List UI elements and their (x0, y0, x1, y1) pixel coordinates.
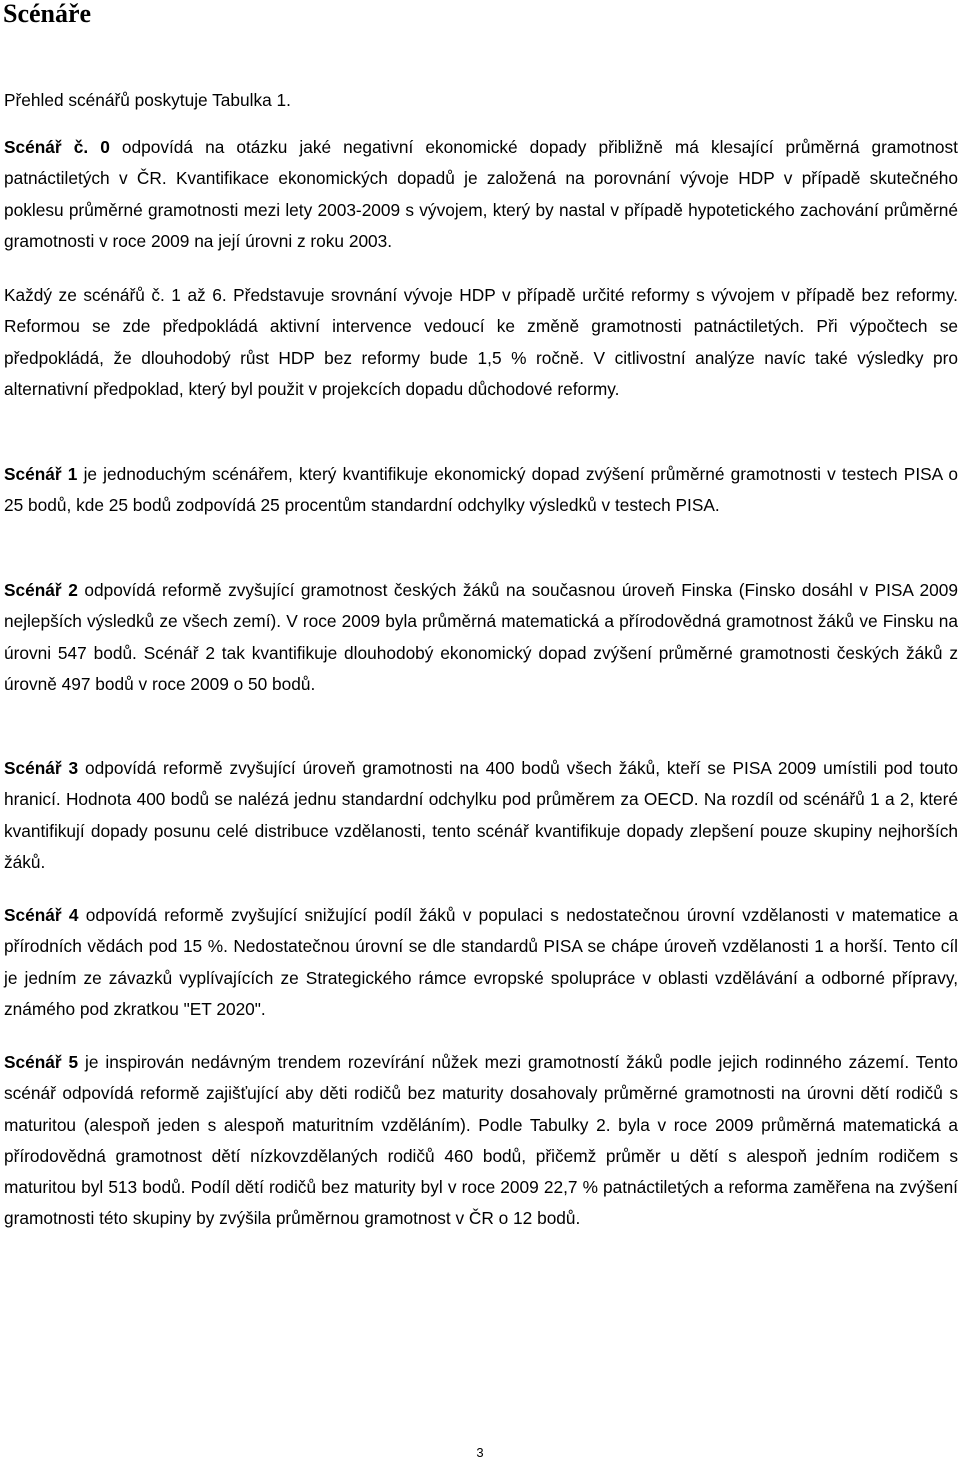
page-title: Scénáře (3, 0, 92, 28)
scenario-5-label: Scénář 5 (4, 1052, 79, 1072)
scenario-1-label: Scénář 1 (4, 464, 78, 484)
intro-paragraph: Přehled scénářů poskytuje Tabulka 1. (4, 90, 291, 110)
scenario-0-text: odpovídá na otázku jaké negativní ekonomické dopady přibližně má klesající průměrná gramotnost patnáctiletých v ČR. Kvantifikace ekonomických dopadů je založená na porovnání vývoje HDP v případě skutečného poklesu průměrné gramotnosti mezi lety 2003-2009 s vývojem, který by nastal v případě hypotetického zachování průměrné gramotnosti v roce 2009 na její úrovni z roku 2003. (4, 137, 958, 251)
scenario-3-label: Scénář 3 (4, 758, 79, 778)
scenario-2-text: odpovídá reformě zvyšující gramotnost českých žáků na současnou úroveň Finska (Finsko dosáhl v PISA 2009 nejlepších výsledků ze všech zemí). V roce 2009 byla průměrná matematická a přírodovědná gramotnost žáků ve Finsku na úrovni 547 bodů. Scénář 2 tak kvantifikuje dlouhodobý ekonomický dopad zvýšení průměrné gramotnosti českých žáků z úrovně 497 bodů v roce 2009 o 50 bodů. (4, 580, 958, 694)
scenario-1-text: je jednoduchým scénářem, který kvantifikuje ekonomický dopad zvýšení průměrné gramotnosti v testech PISA o 25 bodů, kde 25 bodů zodpovídá 25 procentům standardní odchylky výsledků v testech PISA. (4, 464, 958, 516)
scenario-2-label: Scénář 2 (4, 580, 78, 600)
scenario-3-paragraph (4, 753, 958, 878)
scenario-4-paragraph (4, 900, 958, 1025)
scenario-2-paragraph (4, 575, 958, 700)
page-number: 3 (476, 1445, 484, 1460)
scenario-4-label: Scénář 4 (4, 905, 79, 925)
scenario-5-paragraph (4, 1047, 958, 1235)
scenario-5-text: je inspirován nedávným trendem rozevírání nůžek mezi gramotností žáků podle jejich rodinného zázemí. Tento scénář odpovídá reformě zajišťující aby děti rodičů bez maturity dosahovaly průměrné gramotnosti na úrovni dětí rodičů s maturitou (alespoň jeden s alespoň maturitním vzděláním). Podle Tabulky 2. byla v roce 2009 průměrná matematická a přírodovědná gramotnost dětí nízkovzdělaných rodičů 460 bodů, přičemž průměr u dětí s alespoň jedním rodičem s maturitou byl 513 bodů. Podíl dětí rodičů bez maturity byl v roce 2009 22,7 % patnáctiletých a reforma zaměřena na zvýšení gramotnosti této skupiny by zvýšila průměrnou gramotnost v ČR o 12 bodů. (4, 1052, 958, 1229)
scenario-4-text: odpovídá reformě zvyšující snižující podíl žáků v populaci s nedostatečnou úrovní vzdělanosti v matematice a přírodních vědách pod 15 %. Nedostatečnou úrovní se dle standardů PISA se chápe úroveň vzdělanosti 1 a horší. Tento cíl je jedním ze závazků vyplívajících ze Strategického rámce evropské spolupráce v oblasti vzdělávání a odborné přípravy, známého pod zkratkou "ET 2020". (4, 905, 958, 1019)
scenario-0-label: Scénář č. 0 (4, 137, 110, 157)
scenario-0-paragraph (4, 132, 958, 257)
scenario-1-paragraph (4, 459, 958, 522)
scenarios-1-6-paragraph (4, 280, 958, 405)
scenarios-1-6-text: Každý ze scénářů č. 1 až 6. Představuje srovnání vývoje HDP v případě určité reformy s vývojem v případě bez reformy. Reformou se zde předpokládá aktivní intervence vedoucí ke změně gramotnosti patnáctiletých. Při výpočtech se předpokládá, že dlouhodobý růst HDP bez reformy bude 1,5 % ročně. V citlivostní analýze navíc také výsledky pro alternativní předpoklad, který byl použit v projekcích dopadu důchodové reformy. (4, 285, 958, 399)
scenario-3-text: odpovídá reformě zvyšující úroveň gramotnosti na 400 bodů všech žáků, kteří se PISA 2009 umístili pod touto hranicí. Hodnota 400 bodů se nalézá jednu standardní odchylku pod průměrem za OECD. Na rozdíl od scénářů 1 a 2, které kvantifikují dopady posunu celé distribuce vzdělanosti, tento scénář kvantifikuje dopady zlepšení pouze skupiny nejhorších žáků. (4, 758, 958, 872)
